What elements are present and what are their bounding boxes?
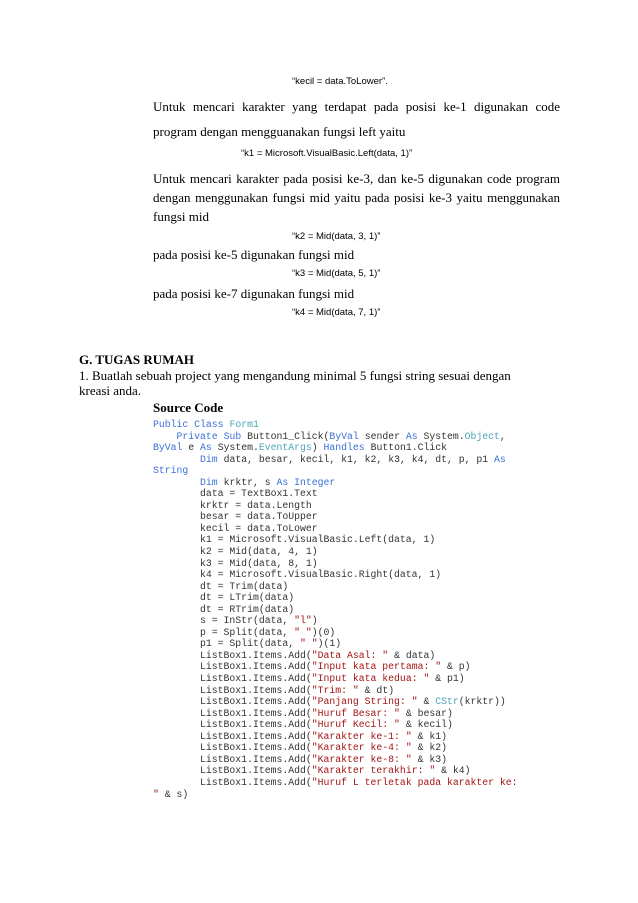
code-line: k4 = Microsoft.VisualBasic.Right(data, 1) [153, 569, 442, 581]
task-line-1: 1. Buatlah sebuah project yang mengandung minimal 5 fungsi string sesuai dengan [79, 368, 511, 383]
code-line: ListBox1.Items.Add("Karakter terakhir: " & k4) [153, 765, 471, 777]
code-snippet-mid3: “k2 = Mid(data, 3, 1)” [292, 231, 381, 242]
code-line: p1 = Split(data, " ")(1) [153, 638, 342, 650]
code-line: ListBox1.Items.Add("Karakter ke-1: " & k1) [153, 730, 447, 742]
code-line: ByVal e As System.EventArgs) Handles Button1.Click [153, 442, 448, 454]
code-line: ListBox1.Items.Add("Panjang String: " & CStr(krktr)) [153, 696, 506, 708]
code-line: " & s) [153, 788, 189, 800]
code-snippet-mid7: “k4 = Mid(data, 7, 1)” [292, 307, 381, 318]
code-line: ListBox1.Items.Add("Input kata kedua: " & p1) [153, 673, 465, 685]
code-line: ListBox1.Items.Add("Karakter ke-4: " & k2) [153, 742, 447, 754]
code-line: ListBox1.Items.Add("Huruf Kecil: " & kecil) [153, 719, 453, 731]
code-line: data = TextBox1.Text [153, 488, 318, 500]
code-line: ListBox1.Items.Add("Huruf Besar: " & besar) [153, 707, 453, 719]
section-heading: G. TUGAS RUMAH [79, 352, 194, 367]
task-line-2: kreasi anda. [79, 383, 142, 398]
paragraph-left-line-2: program dengan mengguanakan fungsi left yaitu [153, 124, 406, 139]
code-line: s = InStr(data, "l") [153, 615, 318, 627]
paragraph-pos7: pada posisi ke-7 digunakan fungsi mid [153, 286, 355, 301]
code-line: besar = data.ToUpper [153, 511, 318, 523]
code-snippet-left: “k1 = Microsoft.VisualBasic.Left(data, 1)” [241, 148, 413, 159]
code-line: p = Split(data, " ")(0) [153, 626, 336, 638]
paragraph-mid-line-2: dengan menggunakan fungsi mid yaitu pada posisi ke-3 yaitu menggunakan [153, 190, 560, 205]
code-line: dt = Trim(data) [153, 580, 289, 592]
source-code-label: Source Code [153, 400, 224, 415]
code-line: ListBox1.Items.Add("Data Asal: " & data) [153, 649, 436, 661]
code-line: String [153, 465, 189, 477]
code-line: Private Sub Button1_Click(ByVal sender As System.Object, [176, 430, 506, 442]
code-line: ListBox1.Items.Add("Input kata pertama: " & p) [153, 661, 471, 673]
code-line: krktr = data.Length [153, 499, 312, 511]
code-line: k1 = Microsoft.VisualBasic.Left(data, 1) [153, 534, 436, 546]
paragraph-mid-line-1: Untuk mencari karakter pada posisi ke-3, dan ke-5 digunakan code program [153, 171, 560, 186]
paragraph-left-line-1: Untuk mencari karakter yang terdapat pada posisi ke-1 digunakan code [153, 99, 560, 114]
code-line: ListBox1.Items.Add("Huruf L terletak pada karakter ke: [153, 776, 518, 788]
code-line: k2 = Mid(data, 4, 1) [153, 546, 318, 558]
code-line: ListBox1.Items.Add("Karakter ke-8: " & k3) [153, 753, 447, 765]
code-line: dt = RTrim(data) [153, 603, 295, 615]
code-line: ListBox1.Items.Add("Trim: " & dt) [153, 684, 395, 696]
code-line: dt = LTrim(data) [153, 592, 295, 604]
code-line: kecil = data.ToLower [153, 522, 318, 534]
code-snippet-tolower: “kecil = data.ToLower”. [292, 76, 388, 87]
code-snippet-mid5: “k3 = Mid(data, 5, 1)” [292, 268, 381, 279]
source-code-block [153, 419, 518, 800]
code-line: k3 = Mid(data, 8, 1) [153, 557, 318, 569]
paragraph-pos5: pada posisi ke-5 digunakan fungsi mid [153, 247, 355, 262]
paragraph-mid-line-3: fungsi mid [153, 209, 209, 224]
code-line: Dim data, besar, kecil, k1, k2, k3, k4, dt, p, p1 As [200, 453, 506, 465]
code-line: Public Class Form1 [153, 419, 259, 430]
code-line: Dim krktr, s As Integer [200, 476, 336, 488]
